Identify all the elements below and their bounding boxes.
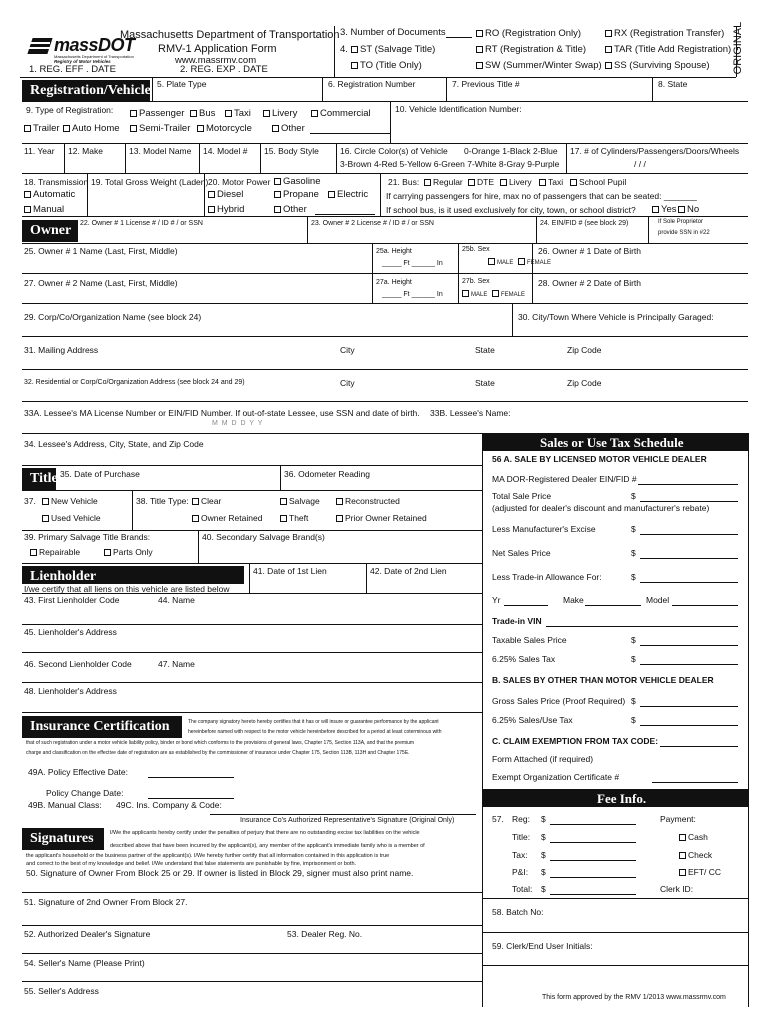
checkbox[interactable] [104, 549, 111, 556]
cylinders-slashes: / / / [634, 159, 646, 169]
insurance-cert-text-3: that of such registration under a motor vehicle liability policy, binder or bond which conforms to the provisions of general laws, Chapter 175, Section 113A, and that the premium [26, 740, 415, 746]
checkbox[interactable] [476, 46, 483, 53]
checkbox[interactable] [272, 125, 279, 132]
massdot-logo [22, 35, 135, 66]
checkbox[interactable] [208, 191, 215, 198]
dollar-sign: $ [631, 715, 636, 725]
reg-type-livery[interactable]: Livery [263, 109, 297, 119]
sole-prop-note-2: provide SSN in #22 [658, 230, 710, 236]
checkbox[interactable] [605, 46, 612, 53]
checkbox[interactable] [652, 206, 659, 213]
mp-diesel[interactable]: Diesel [208, 190, 243, 200]
lien-certify-text: I/we certify that all liens on this vehicle are listed below [24, 584, 230, 594]
dollar-sign: $ [631, 572, 636, 582]
checkbox[interactable] [192, 498, 199, 505]
logo-subtitle: Massachusetts Department of Transportation [54, 54, 134, 59]
checkbox[interactable] [130, 125, 137, 132]
reg-type-other[interactable]: Other [272, 124, 305, 134]
fee-info-title: Fee Info. [597, 791, 647, 806]
reg-type-semi-trailer[interactable]: Semi-Trailer [130, 124, 190, 134]
trans-automatic[interactable]: Automatic [24, 190, 75, 200]
bus-regular[interactable]: Regular [424, 178, 463, 187]
opt-st[interactable]: ST (Salvage Title) [351, 45, 435, 55]
checkbox[interactable] [678, 206, 685, 213]
opt-to[interactable]: TO (Title Only) [351, 61, 422, 71]
checkbox[interactable] [42, 498, 49, 505]
plate-type-label: 5. Plate Type [157, 79, 207, 89]
title-type-prior-owner[interactable]: Prior Owner Retained [336, 514, 427, 523]
checkbox[interactable] [192, 515, 199, 522]
type-of-registration-label: 9. Type of Registration: [26, 105, 114, 115]
owner1-dob-label: 26. Owner # 1 Date of Birth [538, 246, 641, 256]
checkbox[interactable] [468, 179, 475, 186]
checkbox[interactable] [63, 125, 70, 132]
title-type-theft[interactable]: Theft [280, 514, 308, 523]
dollar-sign: $ [631, 524, 636, 534]
owner2-sex-female[interactable]: FEMALE [492, 290, 525, 299]
title-type-reconstructed[interactable]: Reconstructed [336, 497, 400, 506]
block4-label: 4. [340, 44, 348, 55]
checkbox[interactable] [24, 191, 31, 198]
owner1-height-ftin: _____ Ft ______ In [382, 260, 443, 267]
primary-salvage-label: 39. Primary Salvage Title Brands: [24, 532, 151, 542]
fee-reg-label: Reg: [512, 814, 530, 824]
clerk-id-label: Clerk ID: [660, 884, 694, 894]
payment-check[interactable]: Check [679, 851, 712, 860]
seller-name-label: 54. Seller's Name (Please Print) [24, 958, 145, 968]
color-options-1: 0-Orange 1-Black 2-Blue [464, 146, 558, 156]
checkbox[interactable] [274, 191, 281, 198]
trade-model-field[interactable] [672, 596, 738, 606]
model-name-label: 13. Model Name [129, 146, 192, 156]
bus-dte[interactable]: DTE [468, 178, 494, 187]
policy-change-date-label: Policy Change Date: [46, 788, 124, 798]
checkbox[interactable] [476, 62, 483, 69]
checkbox[interactable] [336, 498, 343, 505]
trade-model-label: Model [646, 595, 670, 605]
bus-taxi[interactable]: Taxi [539, 178, 563, 187]
mailing-state-label: State [475, 345, 495, 355]
ins-signature-label: Insurance Co's Authorized Representative's Signature (Original Only) [240, 817, 455, 824]
checkbox[interactable] [274, 178, 281, 185]
owner1-sex-male[interactable]: MALE [488, 258, 513, 267]
logo-mark-stripe [26, 42, 50, 44]
sales-a-title: 56 A. SALE BY LICENSED MOTOR VEHICLE DEALER [492, 454, 707, 464]
checkbox[interactable] [351, 62, 358, 69]
checkbox[interactable] [24, 206, 31, 213]
checkbox[interactable] [280, 515, 287, 522]
checkbox[interactable] [570, 179, 577, 186]
insurance-cert-text-1: The company signatory hereto hereby certifies that it has or will insure or guarantee performance by the applicant [188, 719, 439, 725]
checkbox[interactable] [24, 125, 31, 132]
checkbox[interactable] [351, 46, 358, 53]
residential-address-label: 32. Residential or Corp/Co/Organization Address (see block 24 and 29) [24, 379, 245, 386]
checkbox[interactable] [190, 110, 197, 117]
model-number-label: 14. Model # [203, 146, 248, 156]
sales-b-title: B. SALES BY OTHER THAN MOTOR VEHICLE DEALER [492, 675, 714, 685]
lessee-dob-placeholder: M M D D Y Y [212, 420, 264, 427]
make-label: 12. Make [68, 146, 103, 156]
num-docs-label: 3. Number of Documents [340, 27, 446, 38]
reg-type-bus[interactable]: Bus [190, 109, 215, 119]
checkbox[interactable] [336, 515, 343, 522]
prev-title-label: 7. Previous Title # [452, 79, 520, 89]
checkbox[interactable] [225, 110, 232, 117]
reg-exp-date: 2. REG. EXP . DATE [180, 64, 268, 75]
seller-address-label: 55. Seller's Address [24, 986, 99, 996]
gross-sales-price-label: Gross Sales Price (Proof Required) [492, 696, 626, 706]
fee-pi-label: P&I: [512, 867, 529, 877]
owner2-sex-label: 27b. Sex [462, 278, 490, 285]
bus-livery[interactable]: Livery [500, 178, 532, 187]
mfr-excise-label: Less Manufacturer's Excise [492, 524, 596, 534]
owner1-name-label: 25. Owner # 1 Name (Last, First, Middle) [24, 246, 178, 256]
dollar-sign: $ [631, 548, 636, 558]
website: www.massrmv.com [175, 55, 257, 66]
num-docs-field[interactable] [446, 28, 472, 38]
lienholder2-address-label: 48. Lienholder's Address [24, 686, 117, 696]
checkbox[interactable] [30, 549, 37, 556]
fee-dollar-sign: $ [541, 884, 546, 894]
ins-company-label: 49C. Ins. Company & Code: [116, 800, 222, 810]
original-label: ORIGINAL [732, 21, 745, 75]
logo-text: massDOT [54, 35, 135, 55]
year-label: 11. Year [24, 146, 55, 156]
owner2-height-label: 27a. Height [376, 279, 412, 286]
fee-title-field[interactable] [550, 833, 636, 843]
trans-manual[interactable]: Manual [24, 205, 64, 215]
vin-label: 10. Vehicle Identification Number: [395, 104, 522, 114]
dealer-reg-no-label: 53. Dealer Reg. No. [287, 929, 363, 939]
dollar-sign: $ [631, 635, 636, 645]
section-signatures: Signatures [22, 828, 104, 850]
block57-label: 57. [492, 814, 504, 824]
second-lienholder-code-label: 46. Second Lienholder Code [24, 659, 132, 669]
dealer-ein-label: MA DOR-Registered Dealer EIN/FID # [492, 474, 637, 484]
mp-gasoline[interactable]: Gasoline [274, 177, 321, 187]
dealer-ein-field[interactable] [638, 475, 738, 485]
trade-vin-label: Trade-in VIN [492, 616, 542, 626]
form-attached-label: Form Attached (if required) [492, 754, 594, 764]
mp-hybrid[interactable]: Hybrid [208, 205, 244, 215]
mailing-zip-label: Zip Code [567, 345, 602, 355]
checkbox[interactable] [311, 110, 318, 117]
title-type-owner-retained[interactable]: Owner Retained [192, 514, 262, 523]
first-lienholder-code-label: 43. First Lienholder Code [24, 595, 120, 605]
section-insurance: Insurance Certification [22, 716, 182, 738]
insurance-cert-text-2: hereinbefore named with respect to the motor vehicle hereinbefore described for a period at least coterminous with [188, 729, 442, 735]
policy-change-date-field[interactable] [148, 789, 234, 799]
signature-cert-text-3: the applicant's household or the business partner of the applicant(s). I/We hereby further certify that all information contained in this application is true [26, 853, 390, 859]
body-style-label: 15. Body Style [264, 146, 319, 156]
checkbox[interactable] [424, 179, 431, 186]
mp-electric[interactable]: Electric [328, 190, 368, 200]
policy-effective-date-label: 49A. Policy Effective Date: [28, 767, 129, 777]
total-sale-price-field[interactable] [640, 492, 738, 502]
policy-effective-date-field[interactable] [148, 768, 234, 778]
state-label: 8. State [658, 79, 688, 89]
salvage-parts-only[interactable]: Parts Only [104, 548, 153, 557]
payment-label: Payment: [660, 814, 696, 824]
section-lienholder: Lienholder [22, 566, 244, 584]
fee-tax-label: Tax: [512, 850, 528, 860]
checkbox[interactable] [208, 206, 215, 213]
motor-power-label: 20. Motor Power [208, 177, 271, 187]
bus-label: 21. Bus: [388, 177, 420, 187]
trade-vin-field[interactable] [546, 617, 738, 627]
signature-cert-text-2: described above that have been incurred by the applicant(s), any member of the applicant's immediate family who is a member of [110, 843, 425, 849]
section-owner: Owner [22, 220, 78, 242]
payment-cash[interactable]: Cash [679, 833, 708, 842]
fee-reg-field[interactable] [550, 815, 636, 825]
checkbox[interactable] [197, 125, 204, 132]
residential-zip-label: Zip Code [567, 378, 602, 388]
fee-dollar-sign: $ [541, 867, 546, 877]
purchase-date-label: 35. Date of Purchase [60, 469, 140, 479]
checkbox[interactable] [280, 498, 287, 505]
checkbox[interactable] [476, 30, 483, 37]
checkbox[interactable] [492, 290, 499, 297]
dealer-signature-label: 52. Authorized Dealer's Signature [24, 929, 151, 939]
bus-yes[interactable]: Yes [652, 205, 677, 215]
title-type-label: 38. Title Type: [136, 496, 189, 506]
checkbox[interactable] [605, 62, 612, 69]
signature-cert-text-4: and correct to the best of my knowledge and belief. I/We understand that false statements are punishable by fine, imprisonment or both. [26, 861, 357, 867]
title-used-vehicle[interactable]: Used Vehicle [42, 514, 101, 523]
mailing-address-label: 31. Mailing Address [24, 345, 99, 355]
mp-propane[interactable]: Propane [274, 190, 319, 200]
reg-type-trailer[interactable]: Trailer [24, 124, 60, 134]
reg-type-motorcycle[interactable]: Motorcycle [197, 124, 252, 134]
mp-other-field[interactable] [315, 205, 375, 215]
taxable-sales-price-field[interactable] [640, 636, 738, 646]
checkbox[interactable] [130, 110, 137, 117]
payment-eft[interactable]: EFT/ CC [679, 868, 721, 877]
trade-yr-field[interactable] [504, 596, 548, 606]
second-owner-signature-label: 51. Signature of 2nd Owner From Block 27. [24, 897, 188, 907]
use-tax-label: 6.25% Sales/Use Tax [492, 715, 573, 725]
lienholder1-address-label: 45. Lienholder's Address [24, 627, 117, 637]
net-sales-price-field[interactable] [640, 549, 738, 559]
owner2-dob-label: 28. Owner # 2 Date of Birth [538, 278, 641, 288]
lessee-address-label: 34. Lessee's Address, City, State, and Zip Code [24, 439, 204, 449]
lienholder1-name-label: 44. Name [158, 595, 195, 605]
trade-make-field[interactable] [585, 596, 641, 606]
reg-type-commercial[interactable]: Commercial [311, 109, 371, 119]
lien2-date-label: 42. Date of 2nd Lien [370, 566, 447, 576]
title-type-clear[interactable]: Clear [192, 497, 221, 506]
opt-ro[interactable]: RO (Registration Only) [476, 29, 581, 39]
owner2-name-label: 27. Owner # 2 Name (Last, First, Middle) [24, 278, 178, 288]
owner1-sex-label: 25b. Sex [462, 246, 490, 253]
color-options-2: 3-Brown 4-Red 5-Yellow 6-Green 7-White 8-Gray 9-Purple [340, 159, 560, 169]
net-sales-price-label: Net Sales Price [492, 548, 551, 558]
mp-other[interactable]: Other [274, 205, 307, 215]
logo-subtitle: Registry of Motor Vehicles [54, 59, 111, 64]
bus-no[interactable]: No [678, 205, 699, 215]
trade-make-label: Make [563, 595, 584, 605]
lessee-license-label: 33A. Lessee's MA License Number or EIN/FID Number. If out-of-state Lessee, use SSN and date of birth. [24, 408, 420, 418]
exemption-code-field[interactable] [660, 737, 738, 747]
checkbox[interactable] [500, 179, 507, 186]
dollar-sign: $ [631, 654, 636, 664]
checkbox[interactable] [328, 191, 335, 198]
fee-total-label: Total: [512, 884, 533, 894]
reg-type-auto-home[interactable]: Auto Home [63, 124, 120, 134]
sole-prop-note: If Sole Proprietor [658, 219, 704, 225]
color-label: 16. Circle Color(s) of Vehicle [340, 146, 448, 156]
checkbox[interactable] [605, 30, 612, 37]
taxable-sales-price-label: Taxable Sales Price [492, 635, 567, 645]
title-type-salvage[interactable]: Salvage [280, 497, 320, 506]
sales-tax-title: Sales or Use Tax Schedule [540, 435, 684, 450]
checkbox[interactable] [539, 179, 546, 186]
checkbox[interactable] [679, 869, 686, 876]
mailing-city-label: City [340, 345, 355, 355]
reg-eff-date: 1. REG. EFF . DATE [29, 64, 116, 75]
logo-mark [27, 38, 52, 54]
secondary-salvage-label: 40. Secondary Salvage Brand(s) [202, 532, 325, 542]
owner1-height-label: 25a. Height [376, 248, 412, 255]
opt-ss[interactable]: SS (Surviving Spouse) [605, 61, 710, 71]
opt-rt[interactable]: RT (Registration & Title) [476, 45, 586, 55]
salvage-repairable[interactable]: Repairable [30, 548, 80, 557]
reg-type-other-field[interactable] [310, 124, 390, 134]
corp-name-label: 29. Corp/Co/Organization Name (see block 24) [24, 312, 202, 322]
exempt-cert-label: Exempt Organization Certificate # [492, 772, 620, 782]
bus-hire-text: If carrying passengers for hire, max no of passengers that can be seated: _______ [386, 191, 697, 201]
cylinders-label: 17. # of Cylinders/Passengers/Doors/Wheels [570, 146, 740, 156]
fee-tax-field[interactable] [550, 851, 636, 861]
owner1-sex-female[interactable]: FEMALE [518, 258, 551, 267]
lien1-date-label: 41. Date of 1st Lien [253, 566, 327, 576]
trade-in-allowance-label: Less Trade-in Allowance For: [492, 572, 602, 582]
signature-cert-text-1: I/We the applicants hereby certify under the penalties of perjury that there are no outstanding excise tax liabilities on the vehicle [110, 830, 420, 836]
agency-name: Massachusetts Department of Transportation [120, 29, 340, 41]
opt-sw[interactable]: SW (Summer/Winter Swap) [476, 61, 602, 71]
total-sale-price-label: Total Sale Price [492, 491, 552, 501]
garaged-label: 30. City/Town Where Vehicle is Principally Garaged: [518, 312, 714, 322]
fee-title-label: Title: [512, 832, 531, 842]
footer-text: This form approved by the RMV 1/2013 www.massrmv.com [542, 994, 726, 1001]
trade-in-allowance-field[interactable] [640, 573, 738, 583]
reg-type-passenger[interactable]: Passenger [130, 109, 184, 119]
checkbox[interactable] [462, 290, 469, 297]
lienholder2-name-label: 47. Name [158, 659, 195, 669]
checkbox[interactable] [518, 258, 525, 265]
fee-total-field[interactable] [550, 885, 636, 895]
bus-school-pupil[interactable]: School Pupil [570, 178, 626, 187]
mfr-excise-field[interactable] [640, 525, 738, 535]
fee-dollar-sign: $ [541, 814, 546, 824]
title-new-vehicle[interactable]: New Vehicle [42, 497, 98, 506]
odometer-label: 36. Odometer Reading [284, 469, 370, 479]
section-title: Title [22, 468, 56, 490]
form-title: RMV-1 Application Form [158, 43, 277, 55]
residential-city-label: City [340, 378, 355, 388]
owner2-height-ftin: _____ Ft ______ In [382, 291, 443, 298]
clerk-initials-label: 59. Clerk/End User Initials: [492, 941, 593, 951]
checkbox[interactable] [42, 515, 49, 522]
reg-type-taxi[interactable]: Taxi [225, 109, 251, 119]
fee-dollar-sign: $ [541, 832, 546, 842]
use-tax-field[interactable] [640, 716, 738, 726]
gross-weight-label: 19. Total Gross Weight (Laden) [91, 177, 209, 187]
reg-number-label: 6. Registration Number [328, 79, 416, 89]
residential-state-label: State [475, 378, 495, 388]
trade-yr-label: Yr [492, 595, 501, 605]
owner1-license-label: 22. Owner # 1 License # / ID # / or SSN [80, 220, 203, 227]
gross-sales-price-field[interactable] [640, 697, 738, 707]
block37-label: 37. [24, 496, 36, 506]
sales-tax-field[interactable] [640, 655, 738, 665]
checkbox[interactable] [488, 258, 495, 265]
owner2-license-label: 23. Owner # 2 License # / ID # / or SSN [311, 220, 434, 227]
checkbox[interactable] [274, 206, 281, 213]
owner-signature-label: 50. Signature of Owner From Block 25 or 29. If owner is listed in Block 29, signer must also print name. [26, 868, 414, 878]
checkbox[interactable] [263, 110, 270, 117]
adjusted-note: (adjusted for dealer's discount and manufacturer's rebate) [492, 503, 710, 513]
transmission-label: 18. Transmission [24, 177, 89, 187]
lessee-name-label: 33B. Lessee's Name: [430, 408, 511, 418]
sales-tax-rate-label: 6.25% Sales Tax [492, 654, 556, 664]
dollar-sign: $ [631, 491, 636, 501]
batch-no-label: 58. Batch No: [492, 907, 544, 917]
dollar-sign: $ [631, 696, 636, 706]
bus-school-text: If school bus, is it used exclusively for city, town, or school district? [386, 205, 636, 215]
insurance-cert-text-4: charge and classification on the effective date of registration are as established by the commissioner of insurance under Chapter 175, Section 113B, 113H and Chapter 175E. [26, 750, 410, 756]
fee-dollar-sign: $ [541, 850, 546, 860]
checkbox[interactable] [679, 834, 686, 841]
opt-tar[interactable]: TAR (Title Add Registration) [605, 45, 731, 55]
opt-rx[interactable]: RX (Registration Transfer) [605, 29, 724, 39]
manual-class-label: 49B. Manual Class: [28, 800, 102, 810]
section-registration-vehicle: Registration/Vehicle [22, 80, 150, 102]
sales-c-title: C. CLAIM EXEMPTION FROM TAX CODE: [492, 736, 659, 746]
owner2-sex-male[interactable]: MALE [462, 290, 487, 299]
logo-mark-stripe [26, 47, 50, 49]
fee-pi-field[interactable] [550, 868, 636, 878]
exempt-cert-field[interactable] [652, 773, 738, 783]
ein-label: 24. EIN/FID # (see block 29) [540, 220, 629, 227]
checkbox[interactable] [679, 852, 686, 859]
